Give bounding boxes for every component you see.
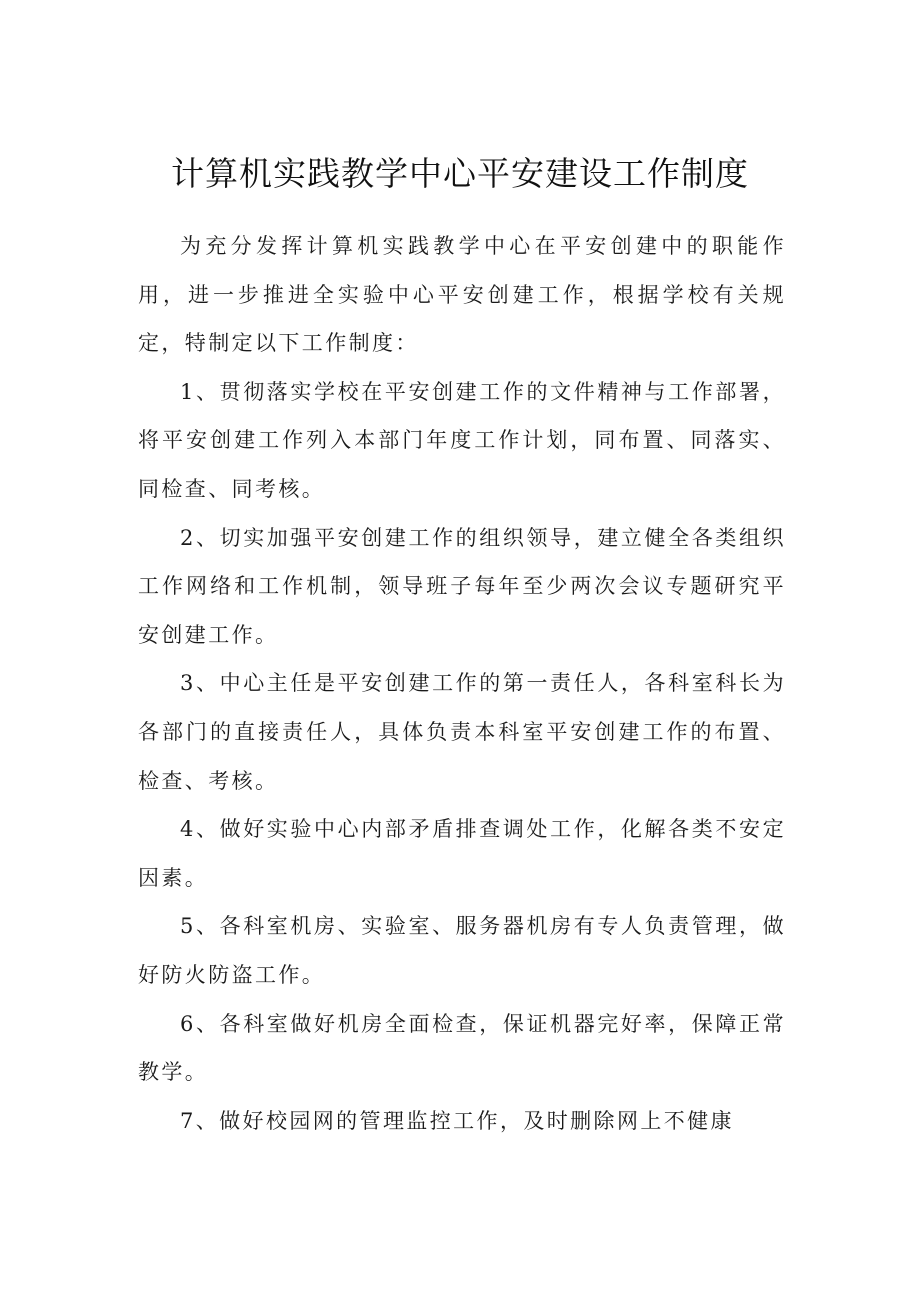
rule-paragraph-7: 7、做好校园网的管理监控工作，及时删除网上不健康 xyxy=(180,1108,734,1133)
rule-paragraph-2: 2、切实加强平安创建工作的组织领导，建立健全各类组织工作网络和工作机制，领导班子每年至少两次会议专题研究平安创建工作。 xyxy=(138,525,786,647)
intro-paragraph: 为充分发挥计算机实践教学中心在平安创建中的职能作用，进一步推进全实验中心平安创建工作，根据学校有关规定，特制定以下工作制度： xyxy=(138,234,786,356)
document-body xyxy=(138,222,786,1145)
rule-paragraph-1: 1、贯彻落实学校在平安创建工作的文件精神与工作部署，将平安创建工作列入本部门年度工作计划，同布置、同落实、同检查、同考核。 xyxy=(138,379,786,501)
rule-paragraph-3: 3、中心主任是平安创建工作的第一责任人，各科室科长为各部门的直接责任人，具体负责本科室平安创建工作的布置、检查、考核。 xyxy=(138,671,786,793)
document-title: 计算机实践教学中心平安建设工作制度 xyxy=(171,154,749,193)
rule-paragraph-4: 4、做好实验中心内部矛盾排查调处工作，化解各类不安定因素。 xyxy=(138,817,786,890)
rule-paragraph-6: 6、各科室做好机房全面检查，保证机器完好率，保障正常教学。 xyxy=(138,1011,786,1085)
rule-paragraph-5: 5、各科室机房、实验室、服务器机房有专人负责管理，做好防火防盗工作。 xyxy=(138,914,786,987)
